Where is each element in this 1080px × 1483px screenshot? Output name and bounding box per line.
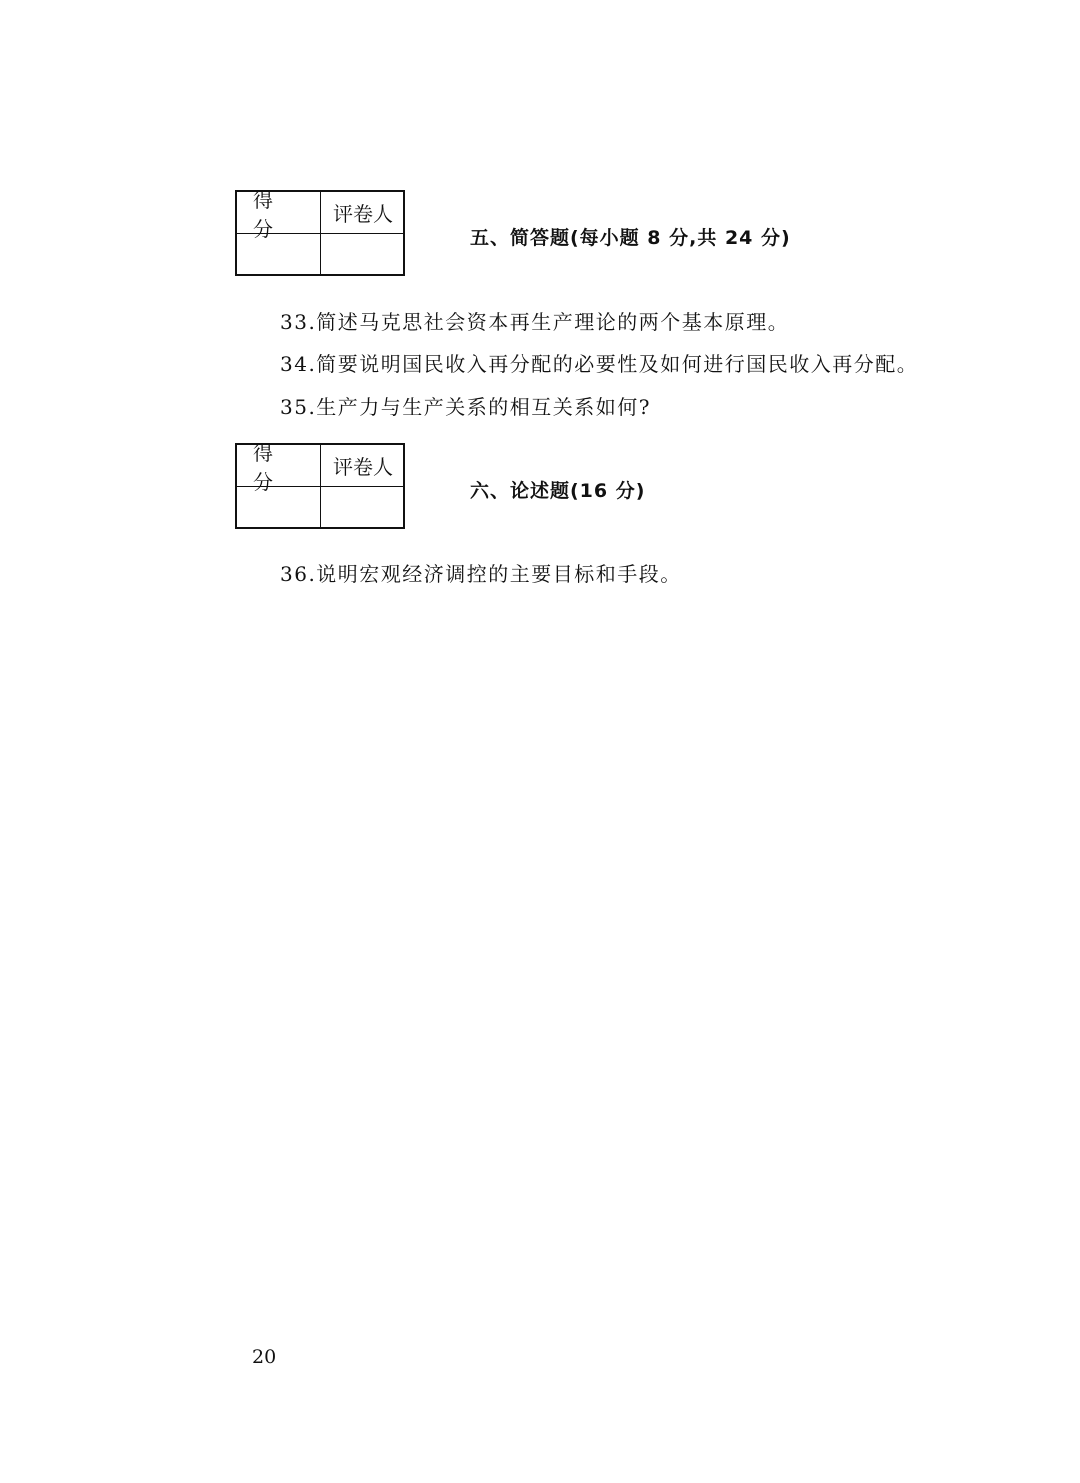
- question-34: 34.简要说明国民收入再分配的必要性及如何进行国民收入再分配。: [280, 352, 919, 376]
- score-table-section-6: [235, 440, 405, 529]
- grader-cell[interactable]: [321, 234, 405, 276]
- section-heading-6: 六、论述题(16 分): [470, 480, 646, 502]
- question-35: 35.生产力与生产关系的相互关系如何?: [280, 395, 652, 419]
- score-cell[interactable]: [237, 487, 321, 529]
- grader-cell[interactable]: [321, 487, 405, 529]
- page-number: 20: [252, 1346, 277, 1368]
- question-36: 36.说明宏观经济调控的主要目标和手段。: [280, 562, 682, 586]
- question-33: 33.简述马克思社会资本再生产理论的两个基本原理。: [280, 310, 790, 334]
- score-table-section-5: [235, 187, 405, 276]
- grader-label: 评卷人: [321, 192, 405, 234]
- section-heading-5: 五、简答题(每小题 8 分,共 24 分): [470, 227, 791, 249]
- grader-label: 评卷人: [321, 445, 405, 487]
- score-cell[interactable]: [237, 234, 321, 276]
- score-label: 得分: [237, 192, 321, 234]
- score-label: 得分: [237, 445, 321, 487]
